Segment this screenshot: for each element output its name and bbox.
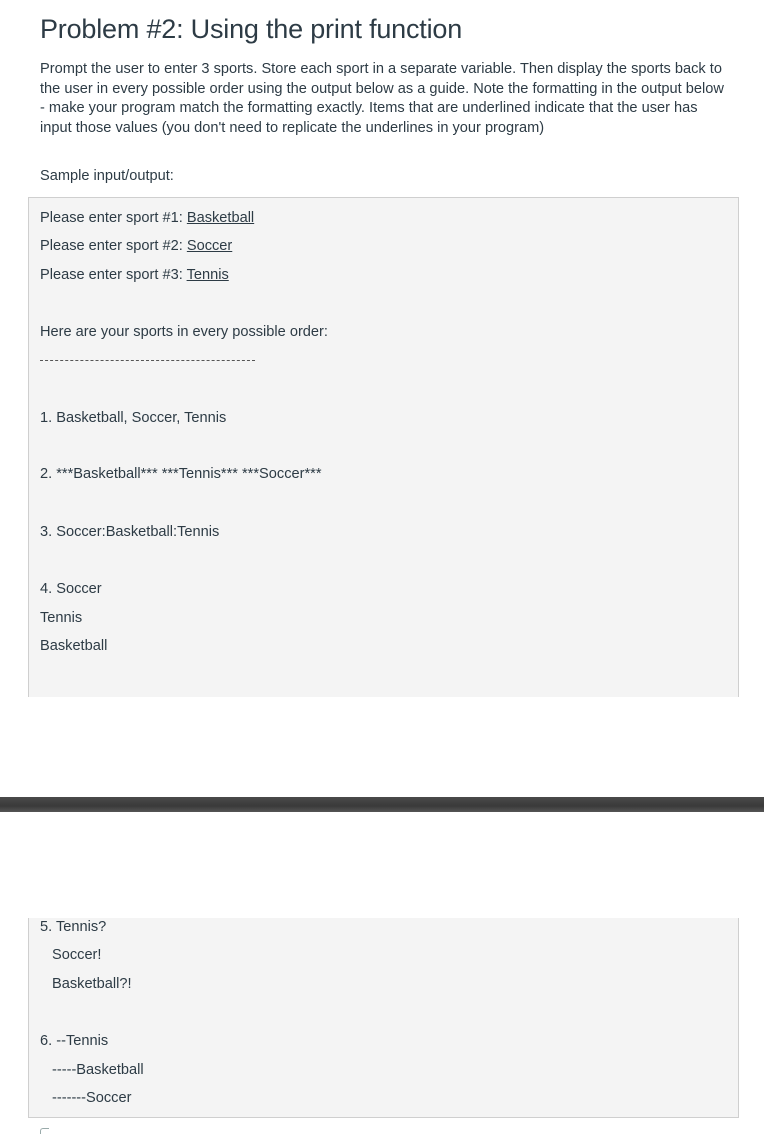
page-title: Problem #2: Using the print function [40,14,463,44]
page-break-divider [0,797,764,812]
output-6-line-2: -----Basketball [52,1062,144,1078]
cut-off-element [40,1128,49,1134]
output-5-line-1: 5. Tennis? [40,919,107,935]
problem-description: Prompt the user to enter 3 sports. Store each sport in a separate variable. Then display the sports back to the user in every possible order using the output below as a guide. Note the formatting in the output below - make your program match the formatting exactly. Items that are underlined indicate that the user has input those values (you don't need to replicate the underlines in your program) [40,61,724,136]
output-heading: Here are your sports in every possible order: [40,324,328,340]
prompt-input-value: Basketball [186,210,255,226]
output-5-line-3: Basketball?! [52,976,132,992]
prompt-line-2 [40,238,232,254]
output-4-line-3: Basketball [40,638,108,654]
output-2: 2. ***Basketball*** ***Tennis*** ***Soccer*** [40,466,322,482]
output-4-line-2: Tennis [40,610,83,626]
sample-label: Sample input/output: [40,168,174,184]
prompt-line-1 [40,210,254,226]
dashed-separator [40,360,255,361]
output-3: 3. Soccer:Basketball:Tennis [40,524,220,540]
output-1: 1. Basketball, Soccer, Tennis [40,410,227,426]
prompt-label: Please enter sport #2: [40,238,187,254]
prompt-input-value: Soccer [186,238,233,254]
output-5-line-2: Soccer! [52,947,102,963]
prompt-label: Please enter sport #1: [40,210,187,226]
prompt-label: Please enter sport #3: [40,267,187,283]
prompt-input-value: Tennis [186,267,229,283]
sample-output-box-bottom [28,918,739,1118]
prompt-line-3 [40,267,229,283]
output-4-line-1: 4. Soccer [40,581,102,597]
output-6-line-3: -------Soccer [52,1090,132,1106]
output-6-line-1: 6. --Tennis [40,1033,109,1049]
